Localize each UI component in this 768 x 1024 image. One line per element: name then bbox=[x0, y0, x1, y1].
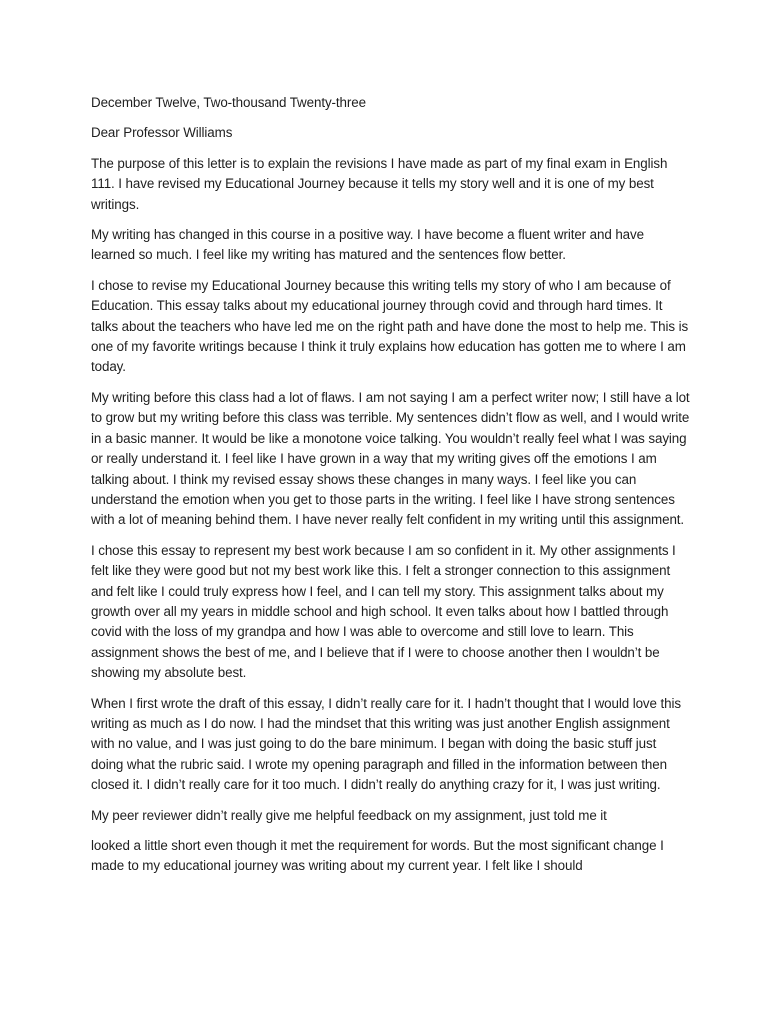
letter-salutation: Dear Professor Williams bbox=[91, 125, 233, 141]
letter-body bbox=[91, 93, 691, 887]
letter-date: December Twelve, Two-thousand Twenty-three bbox=[91, 95, 366, 110]
paragraph-first-draft: When I first wrote the draft of this essay, I didn’t really care for it. I hadn’t thought that I would love this writing as much as I do now. I had the mindset that this writing was just another English assignment with no value, and I was just going to do the bare minimum. I began with doing the basic stuff just doing what the rubric said. I wrote my opening paragraph and filled in the information between then closed it. I didn’t really care for it too much. I didn’t really do anything crazy for it, I was just writing. bbox=[91, 695, 681, 793]
paragraph-choice: I chose to revise my Educational Journey because this writing tells my story of who I am because of Education. This essay talks about my educational journey through covid and through hard times. It talks about the teachers who have led me on the right path and have done the most to help me. This is one of my favorite writings because I think it truly explains how education has gotten me to where I am today. bbox=[91, 277, 689, 375]
paragraph-peer-review: My peer reviewer didn’t really give me helpful feedback on my assignment, just told me it bbox=[91, 807, 607, 823]
paragraph-revision: looked a little short even though it met the requirement for words. But the most significant change I made to my educational journey was writing about my current year. I felt like I should bbox=[91, 838, 664, 874]
paragraph-growth: My writing has changed in this course in a positive way. I have become a fluent writer and have learned so much. I feel like my writing has matured and the sentences flow better. bbox=[91, 227, 644, 263]
paragraph-purpose: The purpose of this letter is to explain the revisions I have made as part of my final exam in English 111. I have revised my Educational Journey because it tells my story well and it is one of my best writings. bbox=[91, 155, 668, 212]
paragraph-before-class: My writing before this class had a lot of flaws. I am not saying I am a perfect writer now; I still have a lot to grow but my writing before this class was terrible. My sentences didn’t flow as well, and I would write in a basic manner. It would be like a monotone voice talking. You wouldn’t really feel what I was saying or really understand it. I feel like I have grown in a way that my writing gives off the emotions I am talking about. I think my revised essay shows these changes in many ways. I feel like you can understand the emotion when you get to those parts in the writing. I feel like I have strong sentences with a lot of meaning behind them. I have never really felt confident in my writing until this assignment. bbox=[91, 389, 690, 528]
paragraph-best-work: I chose this essay to represent my best work because I am so confident in it. My other assignments I felt like they were good but not my best work like this. I felt a stronger connection to this assignment and felt like I could truly express how I feel, and I can tell my story. This assignment talks about my growth over all my years in middle school and high school. It even talks about how I battled through covid with the loss of my grandpa and how I was able to overcome and still love to learn. This assignment shows the best of me, and I believe that if I were to choose another then I wouldn’t be showing my absolute best. bbox=[91, 542, 676, 681]
